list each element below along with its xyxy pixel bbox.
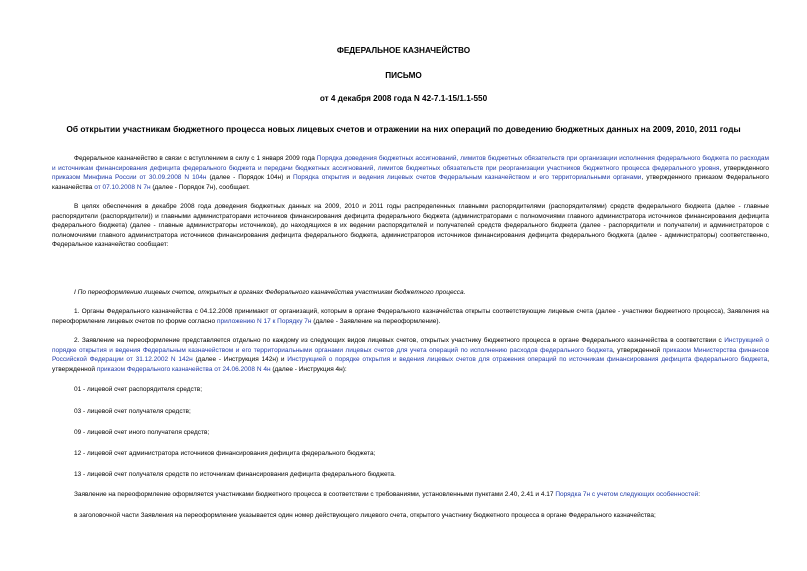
list-item: 03 - лицевой счет получателя средств; — [74, 408, 191, 415]
link-order-7n[interactable]: от 07.10.2008 N 7н — [94, 183, 151, 191]
paragraph-intro: Федеральное казначейство в связи с вступлением в силу с 1 января 2009 года Порядка доведения бюджетных ассигнований, лимитов бюджетных обязательств при организации исполнения федерального бюджета по расходам и источникам финансирования дефицита федерального бюджета и передачи бюджетных ассигнований, лимитов бюджетных обязательств при реорганизации участников бюджетного процесса федерального уровня, утвержденного приказом Минфина России от 30.09.2008 N 104н (далее - Порядок 104н) и Порядка открытия и ведения лицевых счетов Федеральным казначейством и его территориальными органами, утвержденного приказом Федерального казначейства от 07.10.2008 N 7н (далее - Порядок 7н), сообщает. — [52, 155, 769, 191]
list-item: 12 - лицевой счет администратора источников финансирования дефицита федерального бюджета; — [74, 450, 376, 457]
link-order-104n-title[interactable]: Порядка доведения бюджетных ассигнований, лимитов бюджетных обязательств при организации исполнения федерального бюджета по расходам и источникам финансирования дефицита федерального бюджета и передачи бюджетных ассигнований, лимитов бюджетных обязательств при реорганизации участников бюджетного процесса федерального уровня — [52, 155, 769, 172]
link-order-7n-title[interactable]: Порядка открытия и ведения лицевых счетов Федеральным казначейством и его территориальными органами — [292, 174, 642, 182]
list-item: 01 - лицевой счет распорядителя средств; — [74, 386, 203, 393]
link-appendix-17[interactable]: приложению N 17 к Порядку 7н — [216, 317, 312, 325]
paragraph-header-part: в заголовочной части Заявления на переоформление указывается один номер действующего лицевого счета, открытого участнику бюджетного процесса в органе Федерального казначейства; — [74, 512, 656, 519]
paragraph-purpose: В целях обеспечения в декабре 2008 года доведения бюджетных данных на 2009, 2010 и 2011 годы распределенных главными распорядителями (распорядителями) средств федерального бюджета (далее - главные распорядители (распорядители)) и главными администраторами источников финансирования дефицита федерального бюджета (администраторами с полномочиями главного администратора источников финансирования дефицита федерального бюджета) (далее - главные администраторы источников), до находящихся в их ведении распорядителей и получателей средств федерального бюджета (далее - распорядители и получатели) и администраторов с полномочиями главного администратора источников финансирования дефицита федерального бюджета, администраторов источников финансирования дефицита федерального бюджета (далее - администраторы) соответственно, Федеральное казначейство сообщает: — [52, 203, 769, 249]
document-type: ПИСЬМО — [385, 71, 422, 80]
document-date-number: от 4 декабря 2008 года N 42-7.1-15/1.1-550 — [319, 94, 488, 103]
agency-heading: ФЕДЕРАЛЬНОЕ КАЗНАЧЕЙСТВО — [336, 46, 471, 55]
paragraph-form-requirements: Заявление на переоформление оформляется участниками бюджетного процесса в соответствии с требованиями, установленными пунктами 2.40, 2.41 и 4.17 Порядка 7н с учетом следующих особенностей: — [74, 491, 701, 498]
section-heading-1: I По переоформлению лицевых счетов, открытых в органах Федерального казначейства участникам бюджетного процесса. — [74, 289, 466, 296]
document-title: Об открытии участникам бюджетного процесса новых лицевых счетов и отражении на них операций по доведению бюджетных данных на 2009, 2010, 2011 годы — [66, 124, 741, 134]
paragraph-item-2: 2. Заявление на переоформление представляется отдельно по каждому из следующих видов лицевых счетов, открытых участнику бюджетного процесса в органе Федерального казначейства в соответствии с Инструкцией о порядке открытия и ведения Федеральным казначейством и его территориальными органами лицевых счетов для учета операций по исполнению расходов федерального бюджета, утвержденной приказом Министерства финансов Российской Федерации от 31.12.2002 N 142н (далее - Инструкция 142н) и Инструкцией о порядке открытия и ведения лицевых счетов для отражения операций по источникам финансирования дефицита федерального бюджета, утвержденной приказом Федерального казначейства от 24.06.2008 N 4н (далее - Инструкция 4н): — [52, 337, 770, 373]
list-item: 13 - лицевой счет получателя средств по источникам финансирования дефицита федерального бюджета. — [74, 471, 396, 478]
link-instruction-142n-title[interactable]: Инструкцией о порядке открытия и ведения Федеральным казначейством и его территориальными органами лицевых счетов для учета операций по исполнению расходов федерального бюджета — [52, 337, 769, 354]
link-order-142n[interactable]: приказом Министерства финансов Российской Федерации от 31.12.2002 N 142н — [52, 346, 770, 364]
list-item: 09 - лицевой счет иного получателя средств; — [74, 429, 210, 436]
link-order-104n[interactable]: приказом Минфина России от 30.09.2008 N 104н — [52, 174, 207, 182]
paragraph-item-1: 1. Органы Федерального казначейства с 04.12.2008 принимают от организаций, которым в органе Федерального казначейства открыты соответствующие лицевые счета (далее - участники бюджетного процесса), Заявления на переоформление лицевых счетов по форме согласно приложению N 17 к Порядку 7н (далее - Заявление на переоформление). — [52, 308, 769, 325]
link-instruction-4n-title[interactable]: Инструкцией о порядке открытия и ведения лицевых счетов для отражения операций по источникам финансирования дефицита федерального бюджета — [287, 356, 768, 364]
link-order-4n[interactable]: приказом Федерального казначейства от 24.06.2008 N 4н — [96, 365, 271, 373]
link-order-7n-features[interactable]: Порядка 7н с учетом следующих особенностей — [555, 491, 699, 498]
